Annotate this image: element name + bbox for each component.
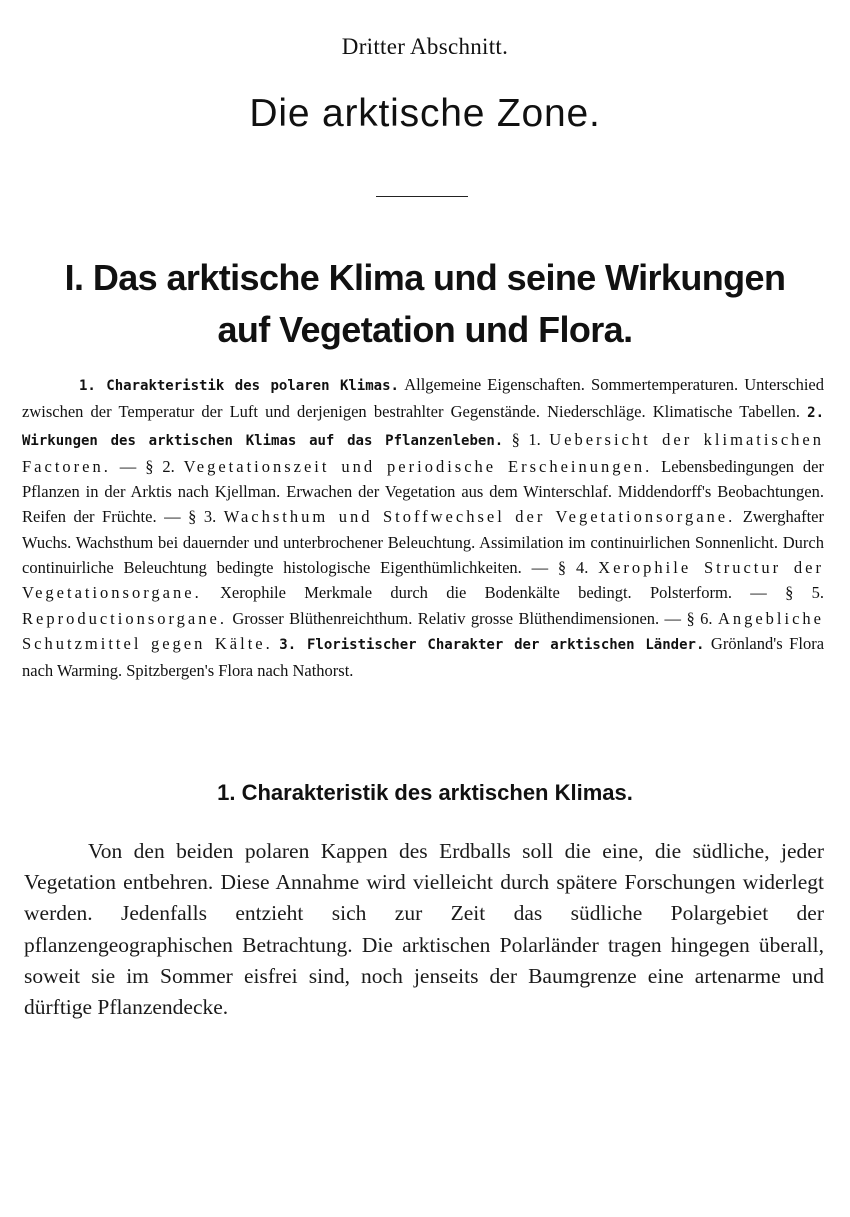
summary-text-2d: Zwerghafter Wuchs. Wachsthum bei dauernder und unterbrochener Beleuchtung. Assimilation im continuirlichen Sonnenlicht. Durch continuirliche Beleuchtung bedingte histologische Eigenthümlichkeiten. — § 4. (22, 507, 824, 578)
summary-text-2c: Lebensbedingungen der Pflanzen in der Arktis nach Kjellman. Erwachen der Vegetation aus dem Winterschlaf. Middendorff's Beobachtungen. Reifen der Früchte. — § 3. (22, 456, 825, 527)
section-label: Dritter Abschnitt. (341, 34, 509, 59)
chapter-title-line-2: auf Vegetation und Flora. (217, 309, 633, 350)
summary-paragraph-2-title: Vegetationszeit und periodische Erscheinungen. (183, 456, 653, 476)
section-heading: 1. Charakteristik des arktischen Klimas. (217, 780, 633, 805)
summary-text-2f: Grosser Blüthenreichthum. Relativ grosse Blüthendimensionen. — § 6. (226, 608, 718, 628)
summary-paragraph-4-title: Xerophile Structur der Vegetationsorgane. (22, 558, 825, 603)
chapter-title-line-1: I. Das arktische Klima und seine Wirkungen (64, 257, 786, 298)
summary-paragraph-6-title: Angebliche Schutzmittel gegen Kälte. (22, 608, 824, 653)
chapter-title (20, 252, 830, 356)
summary-text-3: Grönland's Flora nach Warming. Spitzbergen's Flora nach Nathorst. (22, 633, 825, 681)
summary-paragraph-1-title: Uebersicht der klimatischen Factoren. (22, 429, 824, 476)
chapter-summary (22, 372, 824, 684)
summary-text-2b: — § 2. (110, 456, 184, 476)
summary-heading-1: 1. Charakteristik des polaren Klimas. (79, 378, 399, 394)
summary-text-1: Allgemeine Eigenschaften. Sommertemperaturen. Unterschied zwischen der Temperatur der Luft und derjenigen bestrahlter Gegenstände. Niederschläge. Klimatische Tabellen. (22, 375, 824, 422)
summary-paragraph-5-title: Reproductionsorgane. (22, 608, 227, 628)
summary-text-2a: § 1. (503, 429, 550, 449)
zone-title: Die arktische Zone. (249, 92, 601, 135)
summary-paragraph-3-title: Wachsthum und Stoffwechsel der Vegetationsorgane. (223, 507, 736, 527)
summary-text-2e: Xerophile Merkmale durch die Bodenkälte bedingt. Polsterform. — § 5. (201, 583, 824, 603)
summary-heading-3: 3. Floristischer Charakter der arktischen Länder. (279, 636, 705, 653)
title-divider (376, 196, 468, 197)
body-paragraph: Von den beiden polaren Kappen des Erdballs soll die eine, die südliche, jeder Vegetation entbehren. Diese Annahme wird vielleicht durch spätere Forschungen widerlegt werden. Jedenfalls entzieht sich zur Zeit das südliche Polargebiet der pflanzengeographischen Betrachtung. Die arktischen Polarländer tragen hingegen überall, soweit sie im Sommer eisfrei sind, noch jenseits der Baumgrenze eine artenarme und dürftige Pflanzendecke. (24, 839, 824, 1020)
summary-heading-2: 2. Wirkungen des arktischen Klimas auf das Pflanzenleben. (22, 405, 824, 449)
